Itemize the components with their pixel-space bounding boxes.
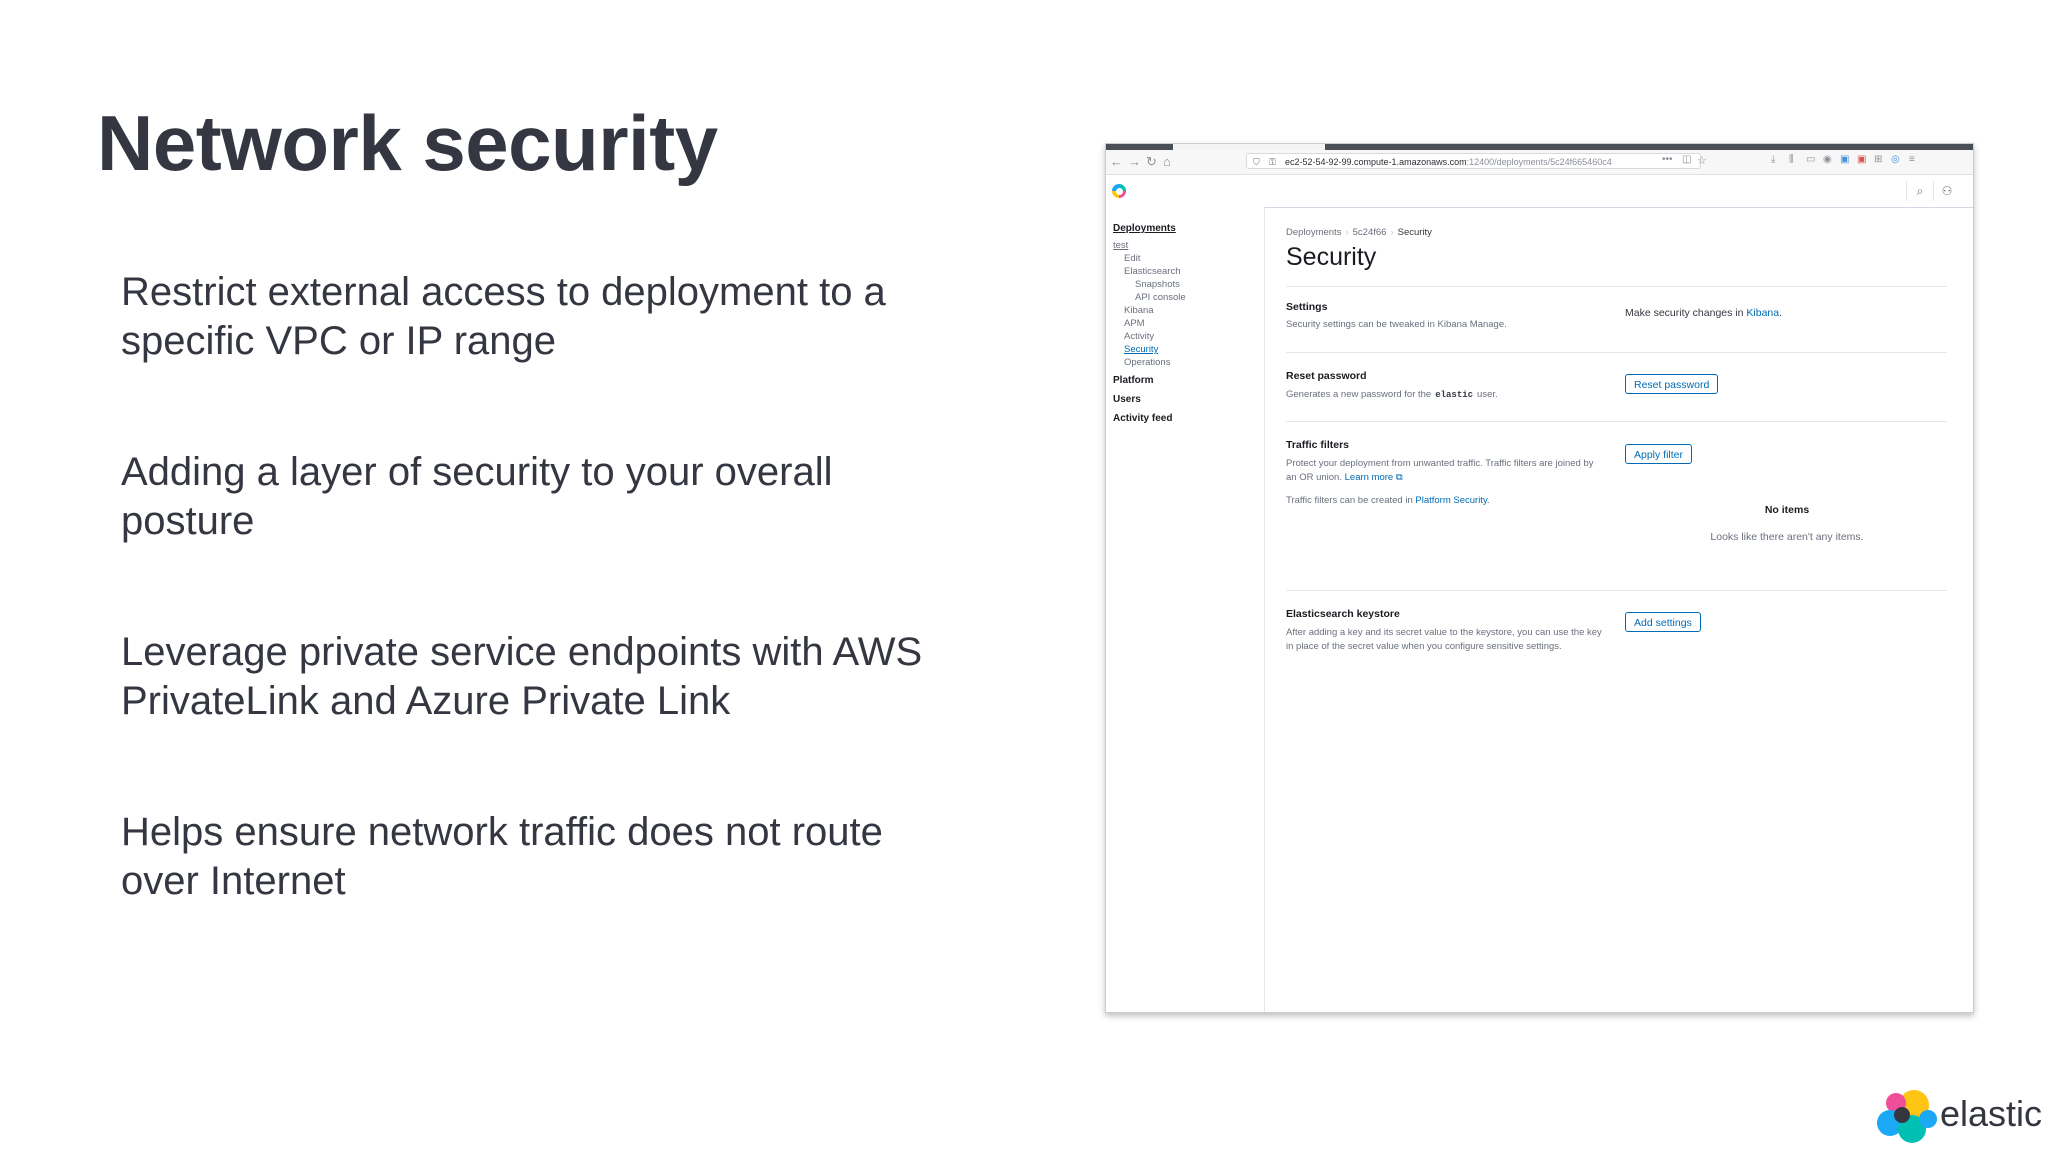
sidebar-item-apm[interactable]: APM: [1124, 318, 1145, 329]
pocket-icon[interactable]: ◫: [1682, 154, 1692, 165]
settings-note-text: Make security changes in: [1625, 307, 1747, 319]
traffic-filters-description: [1286, 457, 1606, 485]
search-icon[interactable]: ⌕: [1906, 181, 1933, 201]
bookmark-star-icon[interactable]: ☆: [1697, 155, 1707, 167]
browser-toolbar: [1106, 150, 1973, 175]
reset-password-title: Reset password: [1286, 370, 1367, 382]
breadcrumb: [1286, 227, 1432, 238]
embedded-screenshot: [1105, 143, 1974, 1013]
sidebar-item-api-console[interactable]: API console: [1135, 292, 1186, 303]
divider: [1286, 286, 1947, 287]
breadcrumb-deployments[interactable]: Deployments: [1286, 227, 1342, 238]
apply-filter-button[interactable]: Apply filter: [1625, 444, 1692, 464]
sidebar-item-deployments[interactable]: Deployments: [1113, 223, 1176, 234]
settings-kibana-note: [1625, 307, 1782, 319]
bullet-item: Adding a layer of security to your overall posture: [121, 450, 833, 543]
keystore-title: Elasticsearch keystore: [1286, 608, 1400, 620]
keystore-description: After adding a key and its secret value to the keystore, you can use the key in place of the secret value when you configure sensitive settings.: [1286, 627, 1602, 652]
platform-security-link[interactable]: Platform Security: [1415, 495, 1487, 506]
reload-icon[interactable]: ↻: [1146, 154, 1157, 169]
bullet-item: Restrict external access to deployment to a specific VPC or IP range: [121, 270, 886, 363]
divider: [1286, 421, 1947, 422]
sidebar-item-activity[interactable]: Activity: [1124, 331, 1155, 342]
empty-state-title: No items: [1764, 504, 1810, 516]
menu-icon[interactable]: ≡: [1909, 154, 1915, 165]
slide-title: Network security: [97, 99, 718, 187]
extension-icon[interactable]: ◎: [1891, 154, 1900, 165]
reset-password-button[interactable]: Reset password: [1625, 374, 1718, 394]
reset-desc-text: Generates a new password for the: [1286, 389, 1432, 400]
brand-wordmark: elastic: [1940, 1093, 2043, 1134]
sidebar-item-users[interactable]: Users: [1113, 394, 1141, 405]
sidebar-toggle-icon[interactable]: ▭: [1806, 154, 1816, 165]
more-icon[interactable]: •••: [1662, 154, 1673, 165]
bullet-item: Helps ensure network traffic does not route over Internet: [121, 810, 883, 903]
sidebar-item-security[interactable]: Security: [1124, 344, 1159, 355]
home-icon[interactable]: ⌂: [1163, 154, 1171, 169]
main-content: [1265, 207, 1972, 1013]
app-header: [1106, 175, 1973, 208]
bullet-item: Leverage private service endpoints with AWS PrivateLink and Azure Private Link: [121, 630, 923, 723]
shield-icon: ⛉: [1253, 157, 1260, 167]
extension-icon[interactable]: ▣: [1857, 154, 1867, 165]
sidebar-item-platform[interactable]: Platform: [1113, 375, 1154, 386]
settings-description: Security settings can be tweaked in Kibana Manage.: [1286, 319, 1507, 330]
url-path: :12400/deployments/5c24f665460c4: [1466, 157, 1612, 167]
sidebar-item-snapshots[interactable]: Snapshots: [1135, 279, 1180, 290]
kibana-link[interactable]: Kibana: [1746, 307, 1780, 319]
back-icon[interactable]: ←: [1110, 154, 1123, 169]
reset-desc-suffix: user.: [1477, 389, 1498, 400]
sidebar-item-edit[interactable]: Edit: [1124, 253, 1141, 264]
sidebar-item-deployment-test[interactable]: test: [1113, 240, 1129, 251]
breadcrumb-separator: ›: [1345, 227, 1349, 238]
learn-more-link[interactable]: Learn more: [1344, 472, 1394, 483]
download-icon[interactable]: ⤓: [1771, 154, 1776, 165]
url-host: ec2-52-54-92-99.compute-1.amazonaws.com: [1285, 157, 1467, 167]
external-link-icon: ⧉: [1393, 472, 1403, 483]
settings-title: Settings: [1286, 301, 1328, 313]
divider: [1286, 352, 1947, 353]
traffic-filters-note-text: Traffic filters can be created in: [1286, 495, 1416, 506]
elastic-user-code: elastic: [1435, 390, 1474, 400]
add-settings-button[interactable]: Add settings: [1625, 612, 1701, 632]
sidebar-item-kibana[interactable]: Kibana: [1124, 305, 1154, 316]
breadcrumb-current: Security: [1397, 227, 1432, 238]
settings-note-suffix: .: [1779, 307, 1783, 319]
traffic-filters-title: Traffic filters: [1286, 439, 1350, 451]
breadcrumb-separator: ›: [1390, 227, 1394, 238]
sidebar-nav: [1106, 207, 1265, 1013]
empty-state-body: Looks like there aren't any items.: [1710, 531, 1864, 543]
sidebar-item-operations[interactable]: Operations: [1124, 357, 1171, 368]
apps-icon[interactable]: ⊞: [1874, 154, 1883, 165]
elastic-logo-icon: [1874, 1085, 1944, 1147]
user-menu-icon[interactable]: ⚇: [1933, 181, 1960, 201]
divider: [1286, 590, 1947, 591]
forward-icon[interactable]: →: [1128, 154, 1141, 169]
logo-cutout: [1116, 188, 1123, 195]
traffic-filters-note-suffix: .: [1487, 495, 1490, 506]
url-bar[interactable]: [1246, 153, 1701, 169]
extension-icon[interactable]: ◉: [1823, 154, 1832, 165]
traffic-filters-note: [1286, 494, 1606, 508]
reset-password-description: [1286, 388, 1606, 402]
sidebar-item-elasticsearch[interactable]: Elasticsearch: [1124, 266, 1181, 277]
breadcrumb-deployment-id[interactable]: 5c24f66: [1352, 227, 1387, 238]
traffic-filters-desc-text: Protect your deployment from unwanted traffic. Traffic filters are joined by an OR union.: [1286, 458, 1594, 483]
library-icon[interactable]: ⫼: [1789, 154, 1794, 165]
insecure-lock-icon: ⚿: [1269, 157, 1276, 167]
page-title: Security: [1286, 243, 1377, 271]
sidebar-item-activity-feed[interactable]: Activity feed: [1113, 413, 1173, 424]
extension-icon[interactable]: ▣: [1840, 154, 1850, 165]
